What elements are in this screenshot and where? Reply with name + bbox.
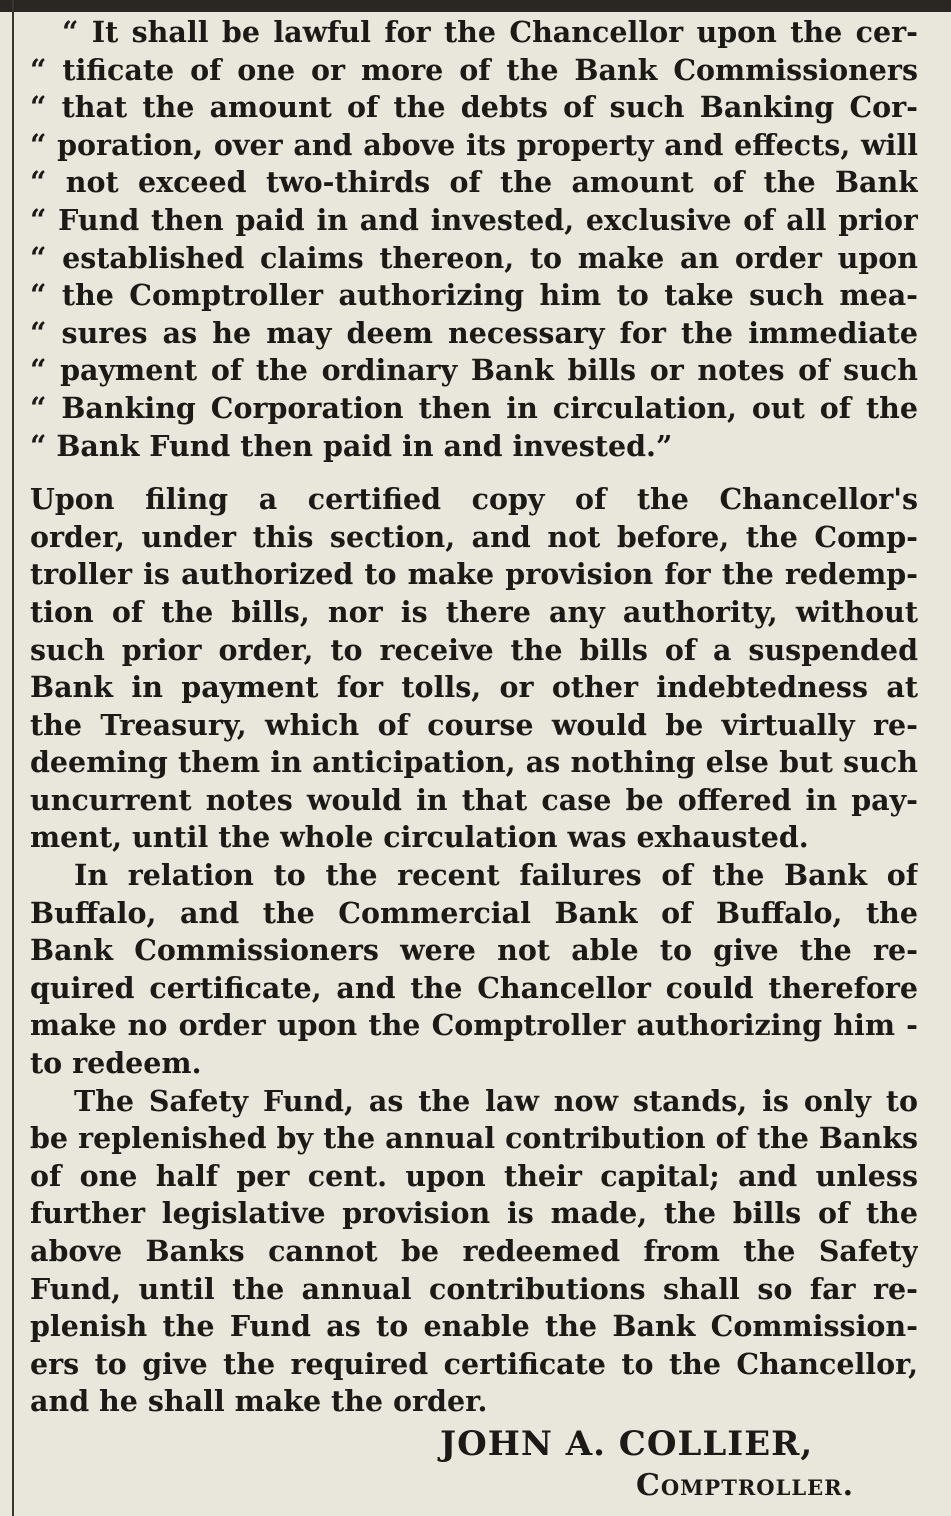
text-line: Bank Commissioners were not able to give the re- [30, 933, 918, 968]
text-line: Fund, until the annual contributions shall so far re- [30, 1271, 918, 1306]
text-line: The Safety Fund, as the law now stands, is only to [74, 1083, 918, 1118]
text-line: ment, until the whole circulation was exhausted. [30, 820, 809, 855]
text-line: “ poration, over and above its property and effects, will [30, 127, 918, 162]
text-line: ers to give the required certificate to the Chancellor, [30, 1346, 918, 1381]
text-line: “ sures as he may deem necessary for the immediate [30, 315, 918, 350]
text-line: “ not exceed two-thirds of the amount of the Bank [30, 165, 918, 200]
text-line: to redeem. [30, 1046, 202, 1081]
text-line: quired certificate, and the Chancellor could therefore [30, 970, 918, 1005]
paragraph-redemption [30, 481, 918, 857]
text-line: of one half per cent. upon their capital; and unless [30, 1158, 918, 1193]
text-line: “ payment of the ordinary Bank bills or notes of such [30, 353, 918, 388]
text-line: Upon filing a certified copy of the Chancellor's [30, 482, 918, 517]
text-line: “ Fund then paid in and invested, exclusive of all prior [30, 202, 918, 237]
text-line: tion of the bills, nor is there any authority, without [30, 594, 918, 629]
text-line: such prior order, to receive the bills of a suspended [30, 632, 918, 667]
text-line: deeming them in anticipation, as nothing else but such [30, 745, 918, 780]
text-line: order, under this section, and not before, the Comp- [30, 519, 918, 554]
text-line: “ tificate of one or more of the Bank Commissioners [30, 52, 918, 87]
text-line: “ established claims thereon, to make an order upon [30, 240, 918, 275]
text-line: “ the Comptroller authorizing him to take such mea- [30, 278, 918, 313]
text-line: uncurrent notes would in that case be offered in pay- [30, 782, 918, 817]
paragraph-buffalo-failures [30, 857, 918, 1083]
quoted-statute [30, 14, 918, 465]
text-line: “ that the amount of the debts of such Banking Cor- [30, 90, 918, 125]
text-line: make no order upon the Comptroller authorizing him - [30, 1008, 918, 1043]
text-line: “ It shall be lawful for the Chancellor upon the cer- [62, 15, 918, 49]
column-rule [12, 0, 14, 1516]
text-line: plenish the Fund as to enable the Bank Commission- [30, 1309, 918, 1344]
article-column [30, 14, 918, 1421]
text-line: Buffalo, and the Commercial Bank of Buffalo, the [30, 895, 918, 930]
text-line: be replenished by the annual contribution of the Banks [30, 1121, 918, 1156]
text-line: troller is authorized to make provision for the redemp- [30, 557, 918, 592]
text-line: and he shall make the order. [30, 1384, 488, 1419]
text-line: In relation to the recent failures of the Bank of [74, 858, 918, 893]
signatory-title: Comptroller. [636, 1468, 855, 1503]
text-line: further legislative provision is made, the bills of the [30, 1196, 918, 1231]
text-line: above Banks cannot be redeemed from the Safety [30, 1234, 918, 1268]
top-rule [0, 0, 951, 12]
text-line: the Treasury, which of course would be virtually re- [30, 707, 918, 742]
text-line: Bank in payment for tolls, or other indebtedness at [30, 670, 918, 705]
text-line: “ Banking Corporation then in circulation, out of the [30, 390, 918, 425]
text-line: “ Bank Fund then paid in and invested.” [30, 428, 673, 463]
paragraph-safety-fund [30, 1083, 918, 1421]
signatory-name: JOHN A. COLLIER, [440, 1424, 814, 1464]
